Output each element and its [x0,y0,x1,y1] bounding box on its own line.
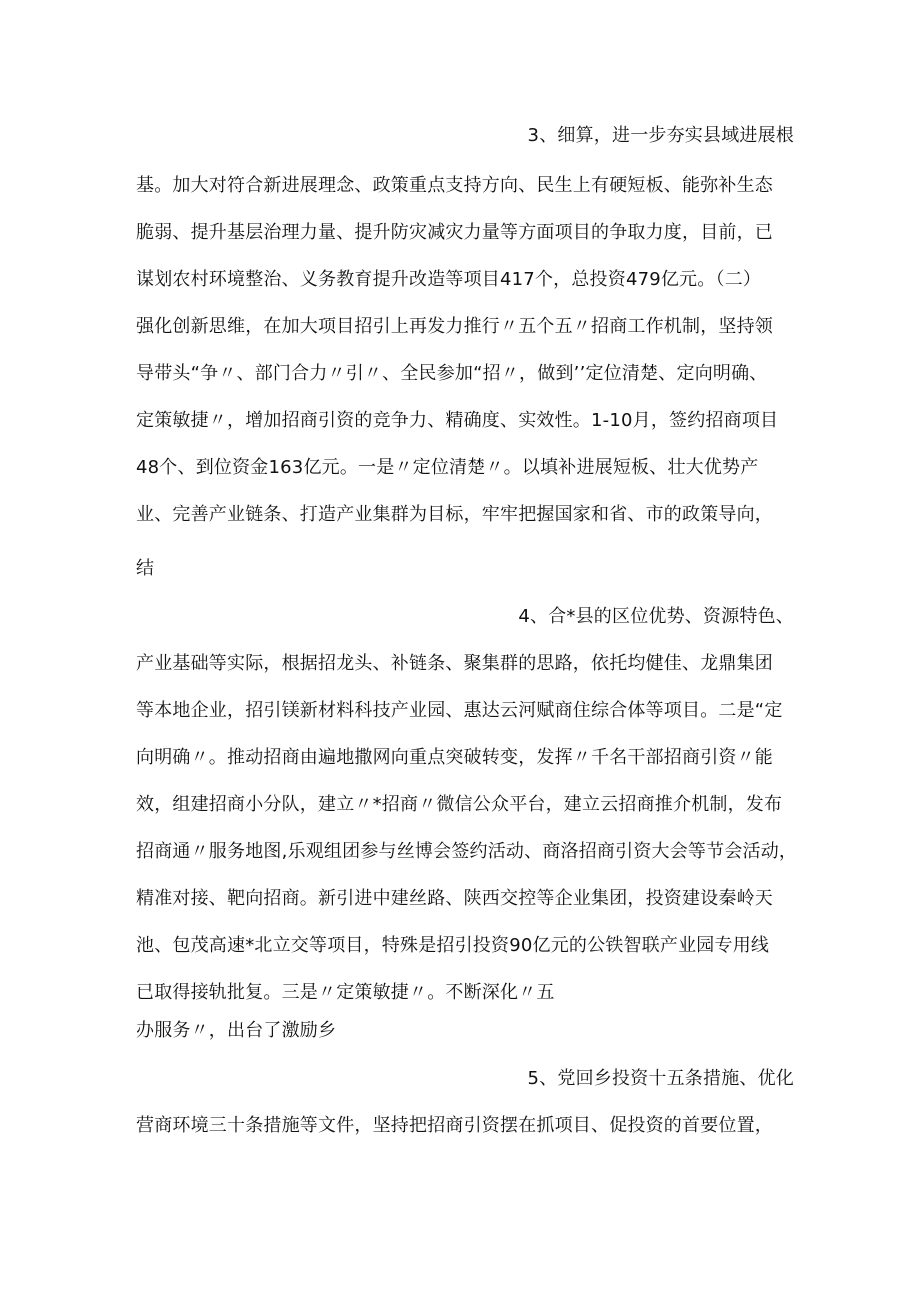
body-text-line: 办服务〃，出台了激励乡 [136,1020,337,1041]
body-text-line: 向明确〃。推动招商由遍地撒网向重点突破转变，发挥〃千名干部招商引资〃能 [136,747,773,768]
body-text-line: 等本地企业，招引镁新材料科技产业园、惠达云河赋商住综合体等项目。二是“定 [136,700,783,721]
body-text-line: 营商环境三十条措施等文件，坚持把招商引资摆在抓项目、促投资的首要位置， [136,1115,773,1136]
body-text-line: 池、包茂高速*北立交等项目，特殊是招引投资90亿元的公铁智联产业园专用线 [136,935,770,956]
section-5-heading: 5、党回乡投资十五条措施、优化 [527,1068,794,1089]
body-text-line: 业、完善产业链条、打造产业集群为目标，牢牢把握国家和省、市的政策导向， [136,504,773,525]
body-text-line: 定策敏捷〃，增加招商引资的竞争力、精确度、实效性。1-10月，签约招商项目 [136,410,779,431]
body-text-line: 结 [136,558,155,579]
body-text-line: 已取得接轨批复。三是〃定策敏捷〃。不断深化〃五 [136,982,555,1003]
body-text-line: 48个、到位资金163亿元。一是〃定位清楚〃。以填补进展短板、壮大优势产 [136,457,759,478]
body-text-line: 导带头“争〃、部门合力〃引〃、全民参加“招〃，做到’’定位清楚、定向明确、 [136,363,768,384]
body-text-line: 强化创新思维，在加大项目招引上再发力推行〃五个五〃招商工作机制，坚持领 [136,316,773,337]
section-4-heading: 4、合*县的区位优势、资源特色、 [518,606,794,627]
body-text-line: 招商通〃服务地图,乐观组团参与丝博会签约活动、商洛招商引资大会等节会活动， [136,841,798,862]
body-text-line: 谋划农村环境整治、义务教育提升改造等项目417个，总投资479亿元。（二） [136,269,762,290]
body-text-line: 脆弱、提升基层治理力量、提升防灾减灾力量等方面项目的争取力度，目前，已 [136,222,773,243]
body-text-line: 基。加大对符合新进展理念、政策重点支持方向、民生上有硬短板、能弥补生态 [136,175,773,196]
body-text-line: 产业基础等实际，根据招龙头、补链条、聚集群的思路，依托均健佳、龙鼎集团 [136,653,773,674]
body-text-line: 效，组建招商小分队，建立〃*招商〃微信公众平台，建立云招商推介机制，发布 [136,794,783,815]
body-text-line: 精准对接、靶向招商。新引进中建丝路、陕西交控等企业集团，投资建设秦岭天 [136,888,773,909]
section-3-heading: 3、细算，进一步夯实县域进展根 [527,125,794,146]
